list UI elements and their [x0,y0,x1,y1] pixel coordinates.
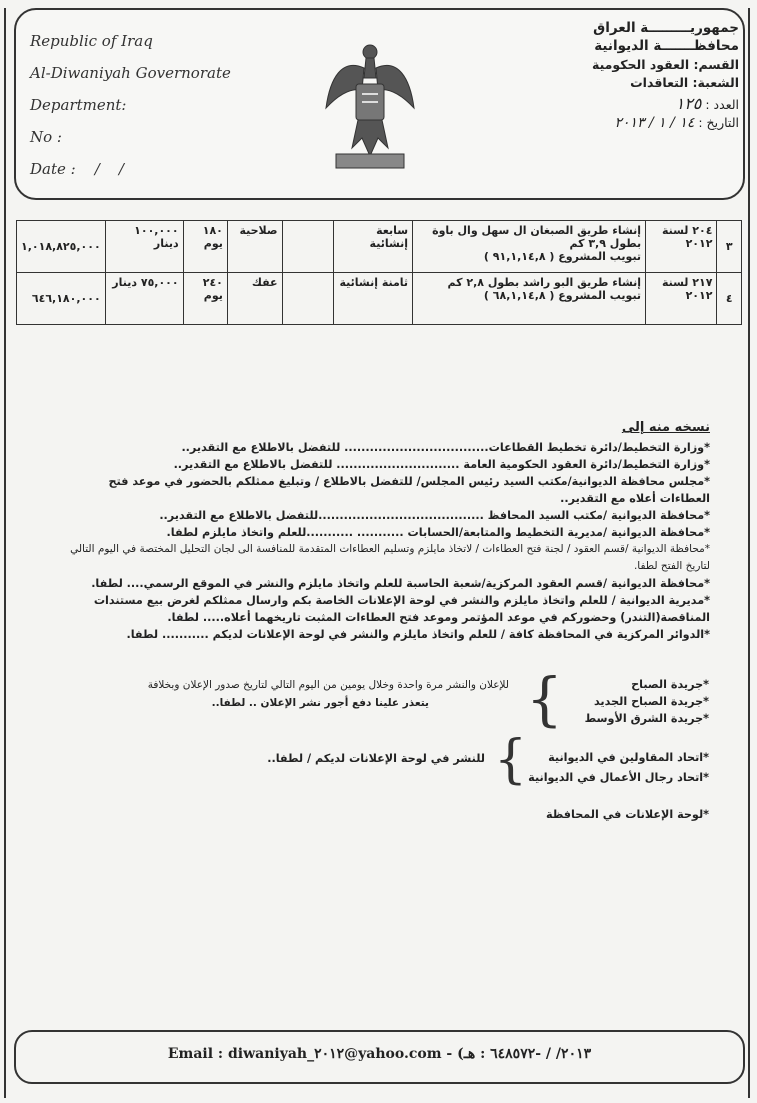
row-number: ٤ [717,273,742,325]
footer-box [14,1030,745,1084]
iraq-eagle-emblem-icon [322,38,418,172]
ar-date-label: التاريخ : [698,115,739,130]
newspaper-item: *جريدة الصباح [631,678,709,691]
row-validity: صلاحية [227,221,282,273]
copy-line: *مديرية الديوانية / للعلم واتخاذ مايلزم والنشر في لوحة الإعلانات الخاصة بكم وارسال ممثلكم لغرض بيع مستندات المناقصة(التندر) وحضوركم في موعد المؤتمر وموعد فتح العطاءات المثبت تاريخهما أعلاه..... لطفا. [93,594,710,624]
row-category: ثامنة إنشائية [333,273,413,325]
row-duration: ٢٤٠ يوم [183,273,227,325]
row-budget-text: تبويب المشروع ( ٩١,١,١٤,٨ ) [483,250,642,263]
row-budget-text: تبويب المشروع ( ٦٨,١,١٤,٨ ) [483,289,642,302]
ar-country: جمهوريـــــــــة العراق [593,20,739,36]
ar-number-value: ١٢٥ [675,94,702,113]
en-country: Republic of Iraq [30,32,153,50]
row-cost: ٦٤٦,١٨٠,٠٠٠ [17,273,106,325]
row-law: ٢٠٤ لسنة ٢٠١٢ [646,221,717,273]
copies-title: نسخه منه إلى [621,420,710,435]
row-fee: ٧٥,٠٠٠ دينار [105,273,183,325]
en-department: Department: [30,96,127,114]
en-governorate: Al-Diwaniyah Governorate [30,64,231,82]
row-law: ٢١٧ لسنة ٢٠١٢ [646,273,717,325]
ar-date [614,115,739,131]
footer-contact: Email : diwaniyah_٢٠١٢@yahoo.com - (٢٠١٣/ / -٦٤٨٥٧٢ : هـ [167,1046,592,1062]
union-item: *اتحاد رجال الأعمال في الديوانية [528,771,709,784]
unions-brace: { [494,730,528,790]
newspapers-note-line: يتعذر علينا دفع أجور نشر الإعلان .. لطفا.. [211,697,429,709]
row-validity: عفك [227,273,282,325]
row-description [413,221,646,273]
union-item: *اتحاد المقاولين في الديوانية [548,751,709,764]
newspapers-note-line: للإعلان والنشر مرة واحدة وخلال يومين من اليوم التالي لتاريخ صدور الإعلان وبخلافة [147,679,509,691]
copy-line: *وزارة التخطيط/دائرة العقود الحكومية العامة ............................. للتفضل بالاطلاع مع التقدير.. [173,458,710,471]
row-desc-text: إنشاء طريق الصبغان ال سهل وال باوة بطول ٣,٩ كم [432,224,642,250]
table-row [17,221,742,273]
en-number: No : [30,128,62,146]
row-duration: ١٨٠ يوم [183,221,227,273]
copy-line: *محافظة الديوانية /قسم العقود / لجنة فتح العطاءات / لاتخاذ مايلزم وتسليم العطاءات المتقدمة للمنافسة الى لجان التحليل المختصة في اليوم التالي لتاريخ الفتح لطفا. [70,543,710,572]
row-blank [282,221,333,273]
ar-number-label: العدد : [705,97,739,112]
ar-section: القسم: العقود الحكومية [592,57,739,72]
en-date: Date : / / [30,160,124,178]
row-description [413,273,646,325]
copy-line: *محافظة الديوانية /مديرية التخطيط والمتابعة/الحسابات ........... ...........للعلم واتخاذ مايلزم لطفا. [166,526,710,539]
ar-governorate: محافظـــــــة الديوانية [594,38,739,54]
right-border-line [748,8,750,1098]
row-category: سابعة إنشائية [333,221,413,273]
row-fee: ١٠٠,٠٠٠ دينار [105,221,183,273]
row-cost: ١,٠١٨,٨٢٥,٠٠٠ [17,221,106,273]
newspapers-note [69,676,509,712]
ar-division: الشعبة: التعاقدات [630,75,739,90]
newspaper-item: *جريدة الشرق الأوسط [584,712,709,725]
copy-line: *محافظة الديوانية /قسم العقود المركزية/شعبة الحاسبة للعلم واتخاذ مايلزم والنشر في الموقع الرسمي.... لطفا. [91,577,710,590]
left-border-line [4,8,6,1098]
copies-section [70,420,710,643]
table-row [17,273,742,325]
newspapers-brace: { [526,665,563,733]
unions-note: للنشر في لوحة الإعلانات لديكم / لطفا.. [267,752,485,765]
copy-line: *الدوائر المركزية في المحافظة كافة / للعلم واتخاذ مايلزم والنشر في لوحة الإعلانات لديكم ........... لطفا. [126,628,710,641]
row-number: ٣ [717,221,742,273]
projects-table [16,220,742,325]
unions-list [499,748,709,788]
ar-number [676,94,739,113]
row-desc-text: إنشاء طريق البو راشد بطول ٢,٨ كم [447,276,642,289]
notice-board: *لوحة الإعلانات في المحافظة [546,808,709,821]
row-blank [282,273,333,325]
copy-line: *وزارة التخطيط/دائرة تخطيط القطاعات.................................. للتفضل بالاطلاع مع التقدير.. [181,441,710,454]
newspaper-item: *جريدة الصباح الجديد [593,695,709,708]
copy-line: *محافظة الديوانية /مكتب السيد المحافظ .......................................للتفضل بالاطلاع مع التقدير.. [159,509,710,522]
copy-line: *مجلس محافظة الديوانية/مكتب السيد رئيس المجلس/ للتفضل بالاطلاع / وتبليغ ممثلكم بالحضور في موعد فتح العطاءات أعلاه مع التقدير.. [108,475,710,505]
ar-date-value: ١٤ / ١ / ٢٠١٣ [614,115,695,131]
